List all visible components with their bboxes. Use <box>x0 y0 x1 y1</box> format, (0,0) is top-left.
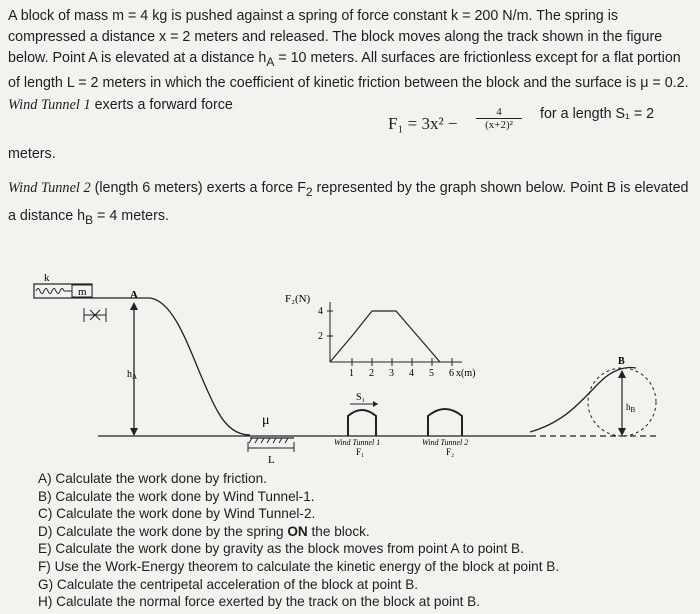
graph-x-tick-label: 4 <box>409 368 414 379</box>
tunnel1-force: F₁ <box>356 447 365 457</box>
wind-tunnel-1-name: Wind Tunnel 1 <box>8 96 91 113</box>
graph-x-unit: x(m) <box>456 368 476 379</box>
equation-fraction <box>476 106 522 131</box>
sub-2: 2 <box>305 184 313 199</box>
question-list <box>38 470 678 611</box>
para2-text-1: (length 6 meters) exerts a force F <box>90 180 306 196</box>
para2-text-3: = 4 meters. <box>93 207 169 224</box>
wind-tunnel-2-name: Wind Tunnel 2 <box>8 180 91 196</box>
wind-tunnel-2 <box>422 409 468 457</box>
graph-x-tick-label: 2 <box>369 368 374 379</box>
mu-label: μ <box>262 413 270 428</box>
graph-x-tick-label: 6 <box>449 368 454 379</box>
f2-graph <box>285 293 475 379</box>
length-s1-text: for a length S₁ = 2 <box>540 106 655 122</box>
h-a-arrow <box>127 302 138 436</box>
graph-x-tick-label: 5 <box>429 368 434 379</box>
tunnel2-label: Wind Tunnel 2 <box>422 438 469 447</box>
question-item: E) Calculate the work done by gravity as the block moves from point A to point B. <box>38 541 524 557</box>
question-item: G) Calculate the centripetal acceleration of the block at point B. <box>38 576 419 592</box>
fraction-numerator: 4 <box>476 106 522 119</box>
intro-text-2: = 10 meters. All surfaces are frictionless except for a flat portion of length L = 2 meters in which the coefficient of kinetic friction between the block and the surface is μ = 0.2. <box>8 50 689 92</box>
track-figure <box>0 252 700 470</box>
graph-y-label: F₂(N) <box>285 293 311 305</box>
equation-lhs: F₁ = 3x² − <box>388 114 458 133</box>
question-item: F) Use the Work-Energy theorem to calculate the kinetic energy of the block at point B. <box>38 558 560 574</box>
question-item: C) Calculate the work done by Wind Tunnel-2. <box>38 506 316 522</box>
graph-y-tick-2: 2 <box>318 331 323 342</box>
question-item: A) Calculate the work done by friction. <box>38 471 267 486</box>
s1-label: S₁ <box>356 392 366 403</box>
force-equation <box>388 104 528 148</box>
h-b-label: $h_B$ <box>626 402 636 414</box>
spring-icon <box>36 289 64 294</box>
spring-k-label: k <box>44 272 50 284</box>
track-diagram <box>0 252 700 470</box>
graph-x-tick-label: 1 <box>349 368 354 379</box>
ramp-track <box>92 298 250 435</box>
graph-x-tick-label: 3 <box>389 368 394 379</box>
h-a-label: $h_A$ <box>127 369 138 381</box>
block-label: m <box>78 286 87 298</box>
friction-region <box>248 413 294 466</box>
meters-text: meters. <box>8 146 56 162</box>
graph-y-tick-4: 4 <box>318 306 323 317</box>
fraction-denominator: (x+2)² <box>485 119 513 131</box>
question-item: H) Calculate the normal force exerted by the track on the block at point B. <box>38 594 481 610</box>
length-l-label: L <box>268 454 275 466</box>
question-item: B) Calculate the work done by Wind Tunnel-1. <box>38 488 315 504</box>
intro-text-1: A block of mass m = 4 kg is pushed against a spring of force constant k = 200 N/m. The spring is compressed a distance x = 2 meters and released. The block moves along the track shown in the figure below. Point A is elevated at a distance h <box>8 8 663 67</box>
wind-tunnel-1 <box>334 410 380 457</box>
question-item: D) Calculate the work done by the spring ON the block. <box>38 523 370 539</box>
problem-para-2 <box>8 176 694 232</box>
sub-a: A <box>266 55 275 70</box>
para2-text-2: represented by the graph shown below. Point B is elevated a distance h <box>8 180 689 224</box>
emphasis-on: ON <box>287 523 308 539</box>
f2-line <box>330 311 440 362</box>
tunnel2-force: F₂ <box>446 447 455 457</box>
sub-b: B <box>85 212 94 227</box>
problem-intro <box>8 6 694 116</box>
intro-text-3: exerts a forward force <box>90 96 233 113</box>
point-b-label: B <box>618 356 625 367</box>
h-b-arrow <box>618 370 636 436</box>
spring-assembly <box>34 272 106 322</box>
point-a-label: A <box>130 289 138 301</box>
tunnel1-label: Wind Tunnel 1 <box>334 438 381 447</box>
